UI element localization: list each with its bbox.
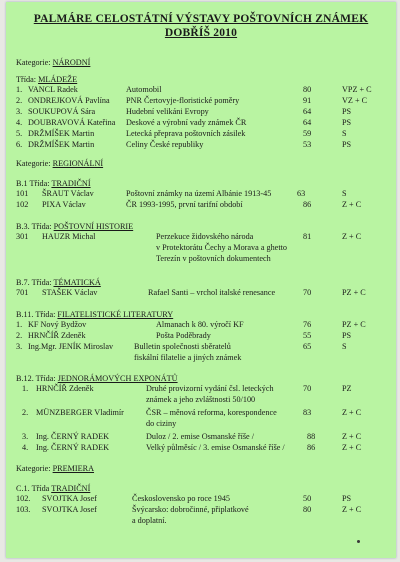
exhibit-title-line: Švýcarsko: dobročinné, připlatkové bbox=[132, 505, 249, 514]
exhibitor-name: ŠRAUT Václav bbox=[42, 189, 94, 198]
medal: PS bbox=[342, 140, 352, 149]
medal: PS bbox=[342, 107, 352, 116]
category-name: PREMIERA bbox=[52, 464, 95, 473]
exhibit-title-line: v Protektorátu Čechy a Morava a ghetto bbox=[156, 243, 287, 252]
points: 55 bbox=[303, 331, 312, 340]
class-name: MLÁDEŽE bbox=[38, 75, 78, 84]
exhibit-title: Celiny České republiky bbox=[126, 140, 204, 149]
medal: PS bbox=[342, 118, 352, 127]
points: 53 bbox=[303, 140, 312, 149]
exhibitor-name: HRNČÍŘ Zdeněk bbox=[36, 384, 94, 393]
points: 63 bbox=[297, 189, 306, 198]
points: 83 bbox=[303, 408, 312, 417]
medal: Z + C bbox=[342, 505, 362, 514]
exhibitor-name: Ing. ČERNÝ RADEK bbox=[36, 432, 110, 441]
exhibit-title: Poštovní známky na území Albánie 1913-45 bbox=[126, 189, 272, 198]
class-label: Třída: bbox=[16, 75, 37, 84]
exhibit-title-line: Terezín v poštovních dokumentech bbox=[156, 254, 271, 263]
exhibitor-name: Ing.Mgr. JENÍK Miroslav bbox=[28, 342, 114, 351]
entry-number: 1. bbox=[16, 320, 23, 329]
exhibit-title: Automobil bbox=[126, 85, 162, 94]
medal: S bbox=[342, 129, 347, 138]
class-name: TRADIČNÍ bbox=[51, 484, 91, 493]
entry-number: 102. bbox=[16, 494, 31, 503]
entry-number: 101 bbox=[16, 189, 29, 198]
exhibit-title-line: Perzekuce židovského národa bbox=[156, 232, 254, 241]
exhibit-title: Rafael Santi – vrchol italské renesance bbox=[148, 288, 276, 297]
class-code: B.12. bbox=[16, 374, 34, 383]
entry-number: 2. bbox=[16, 96, 23, 105]
entry-number: 6. bbox=[16, 140, 23, 149]
medal: Z + C bbox=[342, 408, 362, 417]
exhibitor-name: DRŽMÍŠEK Martin bbox=[28, 140, 95, 149]
class-heading-c1 bbox=[16, 484, 90, 494]
medal: PZ + C bbox=[342, 320, 366, 329]
entry-number: 2. bbox=[22, 408, 29, 417]
scan-speck bbox=[357, 540, 360, 543]
class-code: B.11. bbox=[16, 310, 34, 319]
exhibit-title-line: fiskální filatelie a jiných známek bbox=[134, 353, 242, 362]
class-name: POŠTOVNÍ HISTORIE bbox=[53, 222, 134, 231]
entry-number: 2. bbox=[16, 331, 23, 340]
category-name: REGIONÁLNÍ bbox=[52, 159, 104, 168]
exhibitor-name: SOUKUPOVÁ Sára bbox=[28, 107, 96, 116]
entry-number: 3. bbox=[16, 107, 23, 116]
points: 76 bbox=[303, 320, 312, 329]
class-name: TRADIČNÍ bbox=[51, 179, 91, 188]
entry-number: 1. bbox=[22, 384, 29, 393]
class-label: Třída: bbox=[31, 278, 52, 287]
exhibit-title: Duloz / 2. emise Osmanské říše / bbox=[146, 432, 255, 441]
exhibitor-name: KF Nový Bydžov bbox=[28, 320, 87, 329]
points: 86 bbox=[303, 200, 312, 209]
exhibitor-name: SVOJTKA Josef bbox=[42, 505, 97, 514]
category-label: Kategorie: bbox=[16, 464, 51, 473]
class-code: B.7. bbox=[16, 278, 30, 287]
exhibit-title: Deskové a výrobní vady známek ČR bbox=[126, 118, 247, 127]
exhibitor-name: SVOJTKA Josef bbox=[42, 494, 97, 503]
exhibitor-name: MÜNZBERGER Vladimír bbox=[36, 408, 124, 417]
exhibit-title: Velký půlměsíc / 3. emise Osmanské říše / bbox=[146, 443, 285, 452]
exhibitor-name: STAŠEK Václav bbox=[42, 288, 98, 297]
class-label: Třída: bbox=[29, 179, 50, 188]
class-heading-mladeze bbox=[16, 75, 77, 85]
entry-number: 3. bbox=[16, 342, 23, 351]
entry-number: 701 bbox=[16, 288, 29, 297]
medal: VZ + C bbox=[342, 96, 368, 105]
points: 81 bbox=[303, 232, 312, 241]
medal: Z + C bbox=[342, 200, 362, 209]
points: 64 bbox=[303, 118, 312, 127]
class-heading-b11 bbox=[16, 310, 173, 320]
exhibit-title: ČR 1993-1995, první tarifní období bbox=[126, 200, 243, 209]
medal: Z + C bbox=[342, 232, 362, 241]
exhibitor-name: VANCL Radek bbox=[28, 85, 78, 94]
class-name: TÉMATICKÁ bbox=[53, 278, 101, 287]
points: 80 bbox=[303, 505, 312, 514]
exhibit-title-line: a doplatní. bbox=[132, 516, 167, 525]
category-heading-narodni bbox=[16, 58, 90, 68]
class-label: Třída bbox=[31, 484, 50, 493]
exhibit-title: Almanach k 80. výročí KF bbox=[156, 320, 244, 329]
medal: Z + C bbox=[342, 432, 362, 441]
points: 50 bbox=[303, 494, 312, 503]
category-label: Kategorie: bbox=[16, 159, 51, 168]
entry-number: 1. bbox=[16, 85, 23, 94]
exhibit-title-line: Druhé provizorní vydání čsl. leteckých bbox=[146, 384, 274, 393]
exhibitor-name: DRŽMÍŠEK Martin bbox=[28, 129, 95, 138]
class-code: B.3. bbox=[16, 222, 30, 231]
class-heading-b1 bbox=[16, 179, 91, 189]
category-label: Kategorie: bbox=[16, 58, 51, 67]
medal: Z + C bbox=[342, 443, 362, 452]
document-page bbox=[6, 2, 396, 558]
category-heading-premiera bbox=[16, 464, 94, 474]
exhibit-title-line: Bulletin společnosti sběratelů bbox=[134, 342, 231, 351]
medal: S bbox=[342, 189, 347, 198]
exhibit-title-line: známek a jeho zvláštnosti 50/100 bbox=[146, 395, 256, 404]
exhibitor-name: Ing. ČERNÝ RADEK bbox=[36, 443, 110, 452]
points: 86 bbox=[307, 443, 316, 452]
points: 64 bbox=[303, 107, 312, 116]
document-title-line2: DOBŘÍŠ 2010 bbox=[164, 27, 238, 39]
class-name: FILATELISTICKÉ LITERATURY bbox=[57, 310, 174, 319]
medal: PZ bbox=[342, 384, 352, 393]
exhibit-title: Pošta Poděbrady bbox=[156, 331, 211, 340]
exhibit-title: PNR Čertovyje-floristické poměry bbox=[126, 96, 240, 105]
medal: PS bbox=[342, 494, 352, 503]
class-code: C.1. bbox=[16, 484, 30, 493]
points: 88 bbox=[307, 432, 316, 441]
medal: VPZ + C bbox=[342, 85, 372, 94]
entry-number: 3. bbox=[22, 432, 29, 441]
document-title-line1: PALMÁRE CELOSTÁTNÍ VÝSTAVY POŠTOVNÍCH ZNÁMEK bbox=[33, 13, 369, 25]
points: 65 bbox=[303, 342, 312, 351]
exhibitor-name: HAUZR Michal bbox=[42, 232, 96, 241]
class-heading-b7 bbox=[16, 278, 101, 288]
medal: PZ + C bbox=[342, 288, 366, 297]
class-label: Třída: bbox=[35, 374, 56, 383]
exhibit-title: Letecká přeprava poštovních zásilek bbox=[126, 129, 246, 138]
exhibit-title-line: ČSR – měnová reforma, korespondence bbox=[146, 408, 277, 417]
points: 70 bbox=[303, 288, 312, 297]
exhibitor-name: DOUBRAVOVÁ Kateřina bbox=[28, 118, 116, 127]
points: 80 bbox=[303, 85, 312, 94]
points: 91 bbox=[303, 96, 312, 105]
class-heading-b12 bbox=[16, 374, 178, 384]
entry-number: 102 bbox=[16, 200, 29, 209]
entry-number: 103. bbox=[16, 505, 31, 514]
class-heading-b3 bbox=[16, 222, 133, 232]
exhibit-title-line: do ciziny bbox=[146, 419, 177, 428]
entry-number: 5. bbox=[16, 129, 23, 138]
exhibit-title: Československo po roce 1945 bbox=[132, 494, 231, 503]
medal: S bbox=[342, 342, 347, 351]
category-heading-regionalni bbox=[16, 159, 103, 169]
entry-number: 4. bbox=[22, 443, 29, 452]
points: 70 bbox=[303, 384, 312, 393]
class-name: JEDNORÁMOVÝCH EXPONÁTŮ bbox=[57, 374, 178, 383]
class-label: Třída: bbox=[35, 310, 56, 319]
class-code: B.1 bbox=[16, 179, 28, 188]
points: 59 bbox=[303, 129, 312, 138]
exhibitor-name: ONDREJKOVÁ Pavlína bbox=[28, 96, 110, 105]
exhibit-title: Hudební velikáni Evropy bbox=[126, 107, 209, 116]
exhibitor-name: PIXA Václav bbox=[42, 200, 86, 209]
exhibitor-name: HRNČÍŘ Zdeněk bbox=[28, 331, 86, 340]
category-name: NÁRODNÍ bbox=[52, 58, 91, 67]
entry-number: 4. bbox=[16, 118, 23, 127]
class-label: Třída: bbox=[31, 222, 52, 231]
medal: PS bbox=[342, 331, 352, 340]
entry-number: 301 bbox=[16, 232, 29, 241]
